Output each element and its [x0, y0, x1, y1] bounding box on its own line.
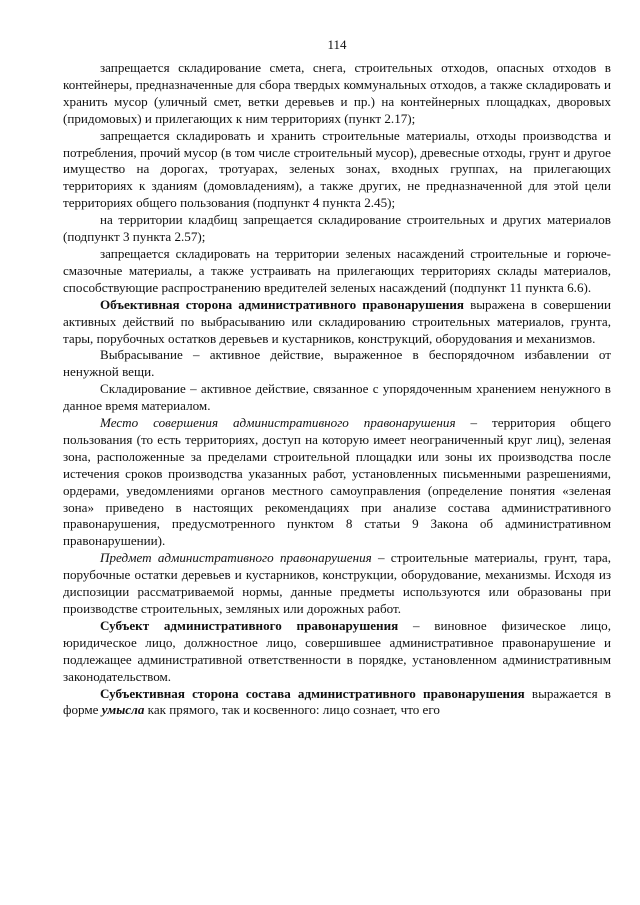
- objective-side-heading: Объективная сторона административного правонарушения: [100, 296, 464, 312]
- paragraph-item-2-45: запрещается складировать и хранить строительные материалы, отходы производства и потребления, прочий мусор (в том числе строительный мусор), древесные отходы, грунт и другое имущество на дорогах, тротуарах, зеленых зонах, входных группах, на прилегающих территориях к зданиям (домовладениям), а также других, не предназначенной для этой цели территориях общего пользования (подпункт 4 пункта 2.45);: [63, 127, 611, 211]
- subjective-side-continuation: как прямого, так и косвенного: лицо сознает, что его: [144, 702, 440, 718]
- paragraph-subjective-side: [63, 686, 611, 720]
- offender-text: – виновное физическое лицо, юридическое лицо, должностное лицо, совершившее административное правонарушение и подлежащее административной ответственности в порядке, установленном административным законодательством.: [63, 617, 611, 684]
- place-of-offense-text: – территория общего пользования (то есть территориях, доступ на которую имеет неограниченный круг лиц), зеленая зона, расположенные за пределами строительной площадки или зоны их производства после истечения сроков производства указанных работ, установленных письменными разрешениями, ордерами, уведомлениями органов местного самоуправления (определение понятия «зеленая зона» приведено в настоящих рекомендациях при анализе состава административного правонарушения, предусмотренного пунктом 8 статьи 9 Закона об административном правонарушении).: [63, 415, 612, 549]
- paragraph-subject-matter: [63, 550, 611, 618]
- paragraph-item-2-17: запрещается складирование смета, снега, строительных отходов, опасных отходов в контейнеры, предназначенные для сбора твердых коммунальных отходов, а также складировать и хранить мусор (уличный смет, ветки деревьев и пр.) на контейнерных площадках, дворовых (придомовых) и прилегающих к ним территориях (пункт 2.17);: [63, 60, 611, 126]
- paragraph-throwing-definition: Выбрасывание – активное действие, выраженное в беспорядочном избавлении от ненужной вещи.: [63, 347, 611, 380]
- intent-term: умысла: [101, 702, 145, 718]
- subjective-side-text: выражается в форме: [63, 685, 611, 718]
- subjective-side-heading: Субъективная сторона состава административного правонарушения: [100, 685, 525, 701]
- paragraph-place-of-offense: [63, 415, 611, 550]
- paragraph-storage-definition: Складирование – активное действие, связанное с упорядоченным хранением ненужного в данное время материалом.: [63, 381, 611, 414]
- subject-matter-text: – строительные материалы, грунт, тара, порубочные остатки деревьев и кустарников, конструкции, оборудование, механизмы. Исходя из диспозиции рассматриваемой нормы, данные предметы используются или образованы при производстве строительных, земляных или дорожных работ.: [63, 550, 611, 616]
- page-number: 114: [327, 37, 347, 52]
- place-of-offense-heading: Место совершения административного правонарушения: [100, 415, 456, 431]
- paragraph-item-6-6: запрещается складировать на территории зеленых насаждений строительные и горюче-смазочные материалы, а также устраивать на прилегающих территориях склады материалов, способствующие распространению вредителей зеленых насаждений (подпункт 11 пункта 6.6).: [63, 245, 611, 295]
- paragraph-item-2-57: на территории кладбищ запрещается складирование строительных и других материалов (подпункт 3 пункта 2.57);: [63, 212, 611, 245]
- paragraph-offender: [63, 618, 611, 686]
- subject-matter-heading: Предмет административного правонарушения: [100, 550, 372, 566]
- document-page: [63, 38, 611, 719]
- paragraph-objective-side: [63, 297, 611, 348]
- objective-side-text: выражена в совершении активных действий по выбрасыванию или складированию строительных материалов, грунта, тары, порубочных остатков деревьев и кустарников, конструкций, оборудования и механизмов.: [63, 296, 611, 346]
- offender-heading: Субъект административного правонарушения: [100, 617, 399, 633]
